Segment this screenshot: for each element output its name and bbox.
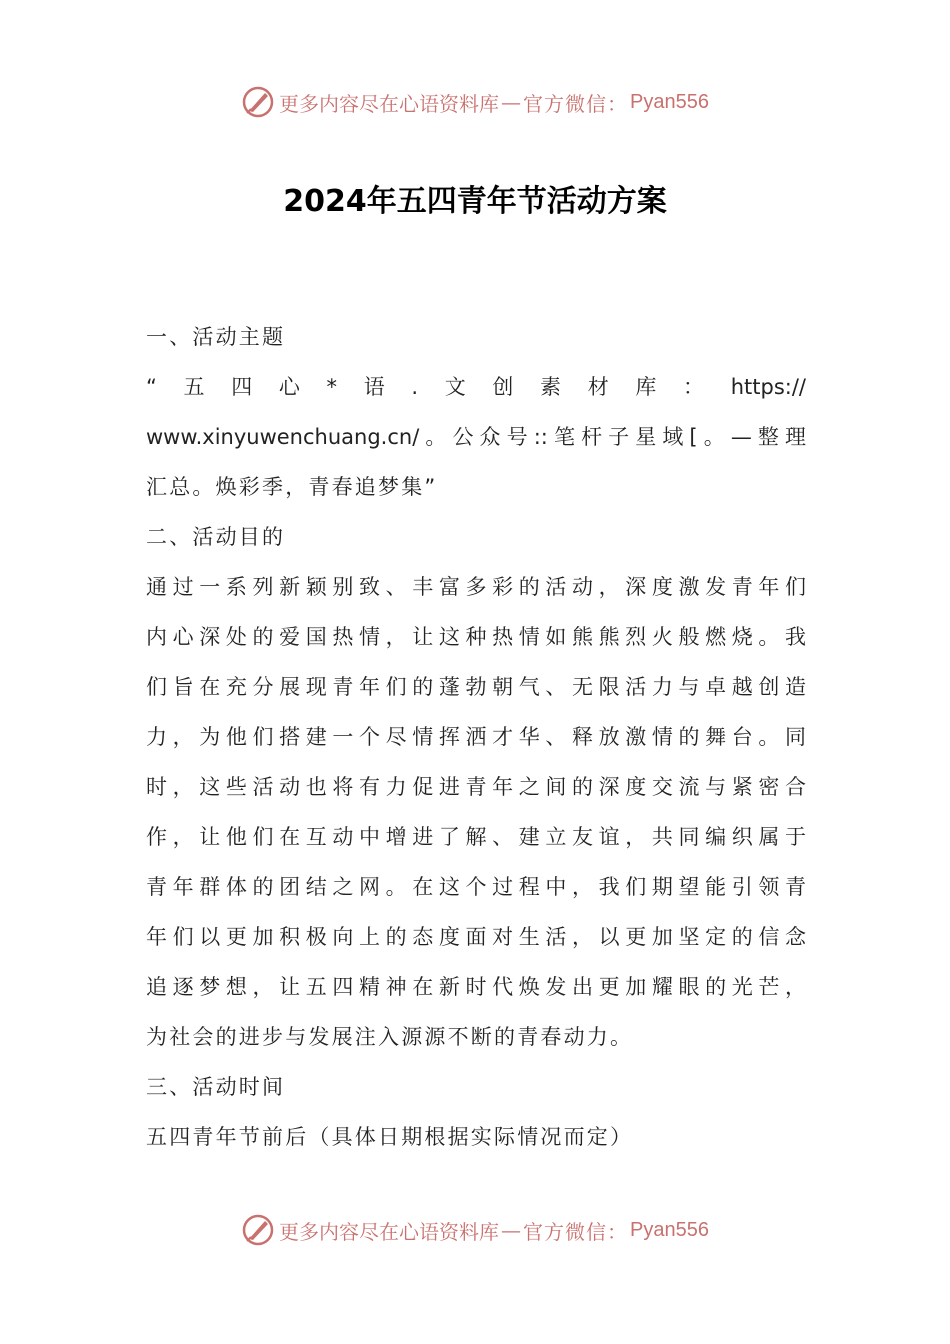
watermark-label: 官方微信： — [523, 91, 629, 116]
watermark-wechat-id: Pyan556 — [630, 1218, 709, 1241]
watermark-dash: — — [501, 1218, 522, 1242]
purpose-line: 内心深处的爱国热情，让这种热情如熊熊烈火般燃烧。我 — [146, 625, 806, 649]
purpose-line: 年们以更加积极向上的态度面对生活，以更加坚定的信念 — [146, 925, 806, 949]
theme-line-3: 汇总。焕彩季，青春追梦集” — [146, 475, 438, 499]
section-heading-theme: 一、活动主题 — [146, 325, 286, 349]
theme-line-2: www.xinyuwenchuang.cn/。公众号::笔杆子星域[。—整理 — [146, 425, 806, 449]
purpose-line: 作，让他们在互动中增进了解、建立友谊，共同编织属于 — [146, 825, 806, 849]
purpose-line: 时，这些活动也将有力促进青年之间的深度交流与紧密合 — [146, 775, 806, 799]
watermark-label: 官方微信： — [523, 1219, 629, 1244]
quill-logo-icon — [241, 85, 275, 119]
document-title: 2024年五四青年节活动方案 — [283, 184, 667, 219]
purpose-line: 青年群体的团结之网。在这个过程中，我们期望能引领青 — [146, 875, 806, 899]
purpose-line: 通过一系列新颖别致、丰富多彩的活动，深度激发青年们 — [146, 575, 806, 599]
watermark-wechat-id: Pyan556 — [630, 90, 709, 113]
section-heading-time: 三、活动时间 — [146, 1075, 286, 1099]
watermark-dash: — — [501, 90, 522, 114]
watermark-banner-bottom — [0, 1210, 950, 1250]
purpose-line: 追逐梦想，让五四精神在新时代焕发出更加耀眼的光芒， — [146, 975, 806, 999]
purpose-line-last: 为社会的进步与发展注入源源不断的青春动力。 — [146, 1025, 634, 1049]
purpose-line: 力，为他们搭建一个尽情挥洒才华、释放激情的舞台。同 — [146, 725, 806, 749]
document-body — [146, 312, 806, 1162]
purpose-line: 们旨在充分展现青年们的蓬勃朝气、无限活力与卓越创造 — [146, 675, 806, 699]
watermark-banner-top — [0, 82, 950, 122]
watermark-main-text: 更多内容尽在心语资料库 — [279, 91, 500, 116]
quill-logo-icon — [241, 1213, 275, 1247]
theme-line-1: “五四心*语.文创素材库：https:// — [146, 375, 806, 399]
section-heading-purpose: 二、活动目的 — [146, 525, 286, 549]
time-body: 五四青年节前后（具体日期根据实际情况而定） — [146, 1125, 634, 1149]
watermark-main-text: 更多内容尽在心语资料库 — [279, 1219, 500, 1244]
